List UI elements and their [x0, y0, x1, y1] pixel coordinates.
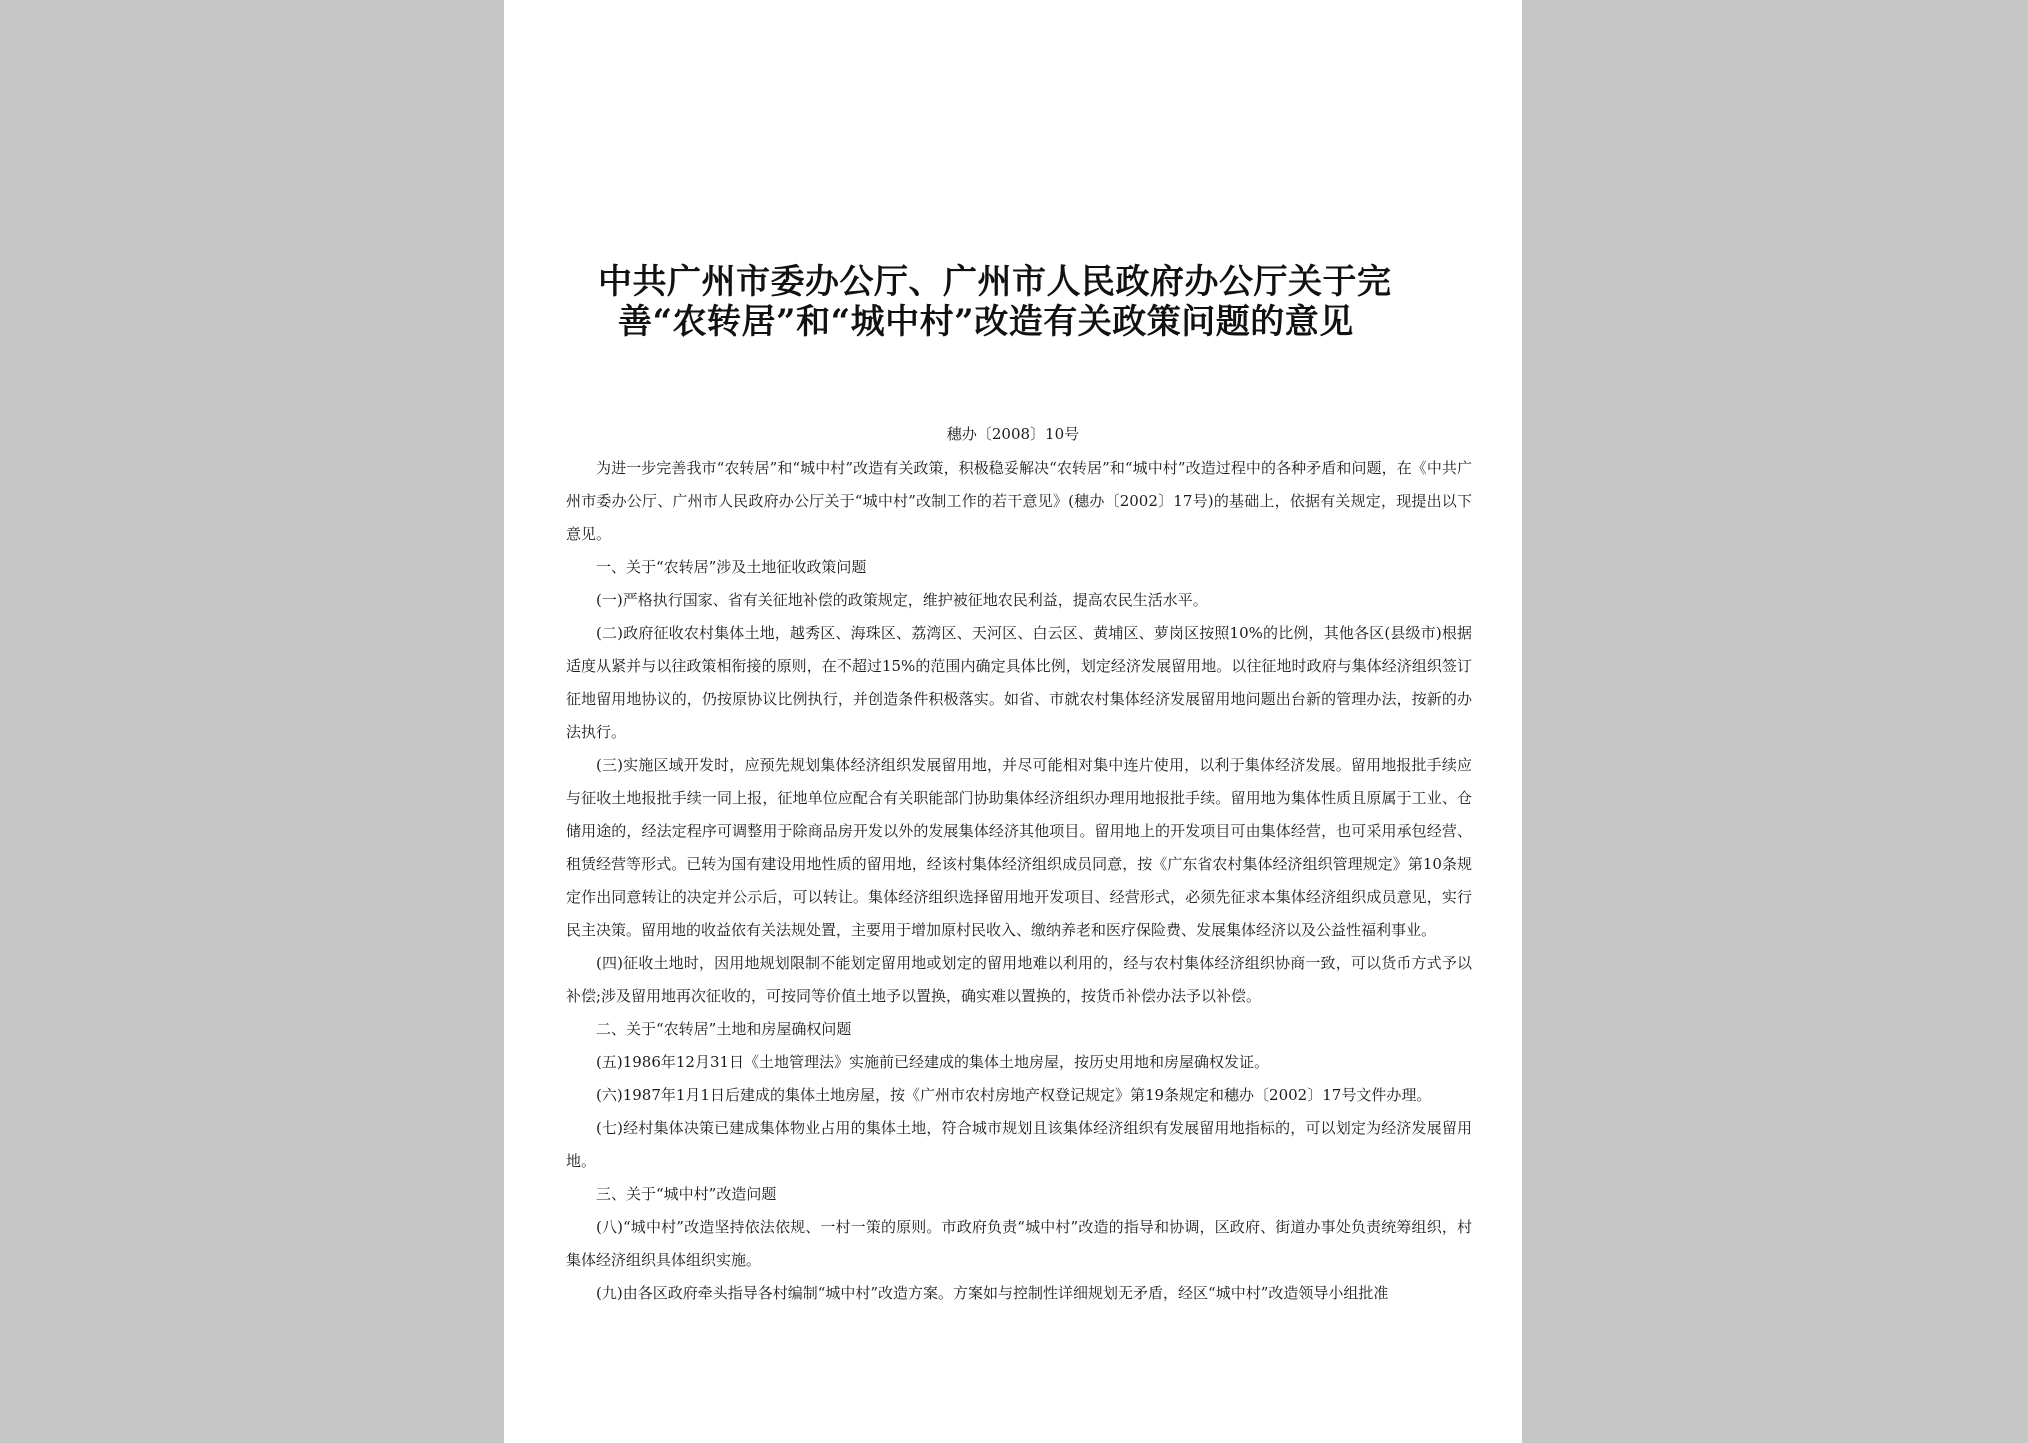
document-title: [598, 262, 1498, 342]
title-line-2: 善“农转居”和“城中村”改造有关政策问题的意见: [618, 302, 1354, 342]
section-heading-3: 三、关于“城中村”改造问题: [596, 1185, 777, 1203]
paragraph-item-2: (二)政府征收农村集体土地，越秀区、海珠区、荔湾区、天河区、白云区、黄埔区、萝岗区按照10%的比例，其他各区(县级市)根据适度从紧并与以往政策相衔接的原则，在不超过15%的范围内确定具体比例，划定经济发展留用地。以往征地时政府与集体经济组织签订征地留用地协议的，仍按原协议比例执行，并创造条件积极落实。如省、市就农村集体经济发展留用地问题出台新的管理办法，按新的办法执行。: [566, 624, 1472, 741]
title-line-1: 中共广州市委办公厅、广州市人民政府办公厅关于完: [598, 262, 1392, 302]
document-page: [504, 0, 1522, 1443]
paragraph-item-9: (九)由各区政府牵头指导各村编制“城中村”改造方案。方案如与控制性详细规划无矛盾，经区“城中村”改造领导小组批准: [596, 1284, 1389, 1302]
document-number: 穗办〔2008〕10号: [946, 425, 1080, 443]
paragraph-item-7: (七)经村集体决策已建成集体物业占用的集体土地，符合城市规划且该集体经济组织有发展留用地指标的，可以划定为经济发展留用地。: [566, 1119, 1472, 1170]
paragraph-item-1: (一)严格执行国家、省有关征地补偿的政策规定，维护被征地农民利益，提高农民生活水平。: [596, 591, 1208, 609]
paragraph-item-8: (八)“城中村”改造坚持依法依规、一村一策的原则。市政府负责“城中村”改造的指导和协调，区政府、街道办事处负责统筹组织，村集体经济组织具体组织实施。: [566, 1218, 1472, 1269]
paragraph-item-4: (四)征收土地时，因用地规划限制不能划定留用地或划定的留用地难以利用的，经与农村集体经济组织协商一致，可以货币方式予以补偿;涉及留用地再次征收的，可按同等价值土地予以置换，确实难以置换的，按货币补偿办法予以补偿。: [566, 954, 1472, 1005]
paragraph-item-6: (六)1987年1月1日后建成的集体土地房屋，按《广州市农村房地产权登记规定》第19条规定和穗办〔2002〕17号文件办理。: [596, 1086, 1432, 1104]
paragraph-item-5: (五)1986年12月31日《土地管理法》实施前已经建成的集体土地房屋，按历史用地和房屋确权发证。: [596, 1053, 1270, 1071]
section-heading-1: 一、关于“农转居”涉及土地征收政策问题: [596, 558, 867, 576]
section-heading-2: 二、关于“农转居”土地和房屋确权问题: [596, 1020, 852, 1038]
document-body: [566, 452, 1472, 1310]
paragraph-item-3: (三)实施区域开发时，应预先规划集体经济组织发展留用地，并尽可能相对集中连片使用，以利于集体经济发展。留用地报批手续应与征收土地报批手续一同上报，征地单位应配合有关职能部门协助集体经济组织办理用地报批手续。留用地为集体性质且原属于工业、仓储用途的，经法定程序可调整用于除商品房开发以外的发展集体经济其他项目。留用地上的开发项目可由集体经营，也可采用承包经营、租赁经营等形式。已转为国有建设用地性质的留用地，经该村集体经济组织成员同意，按《广东省农村集体经济组织管理规定》第10条规定作出同意转让的决定并公示后，可以转让。集体经济组织选择留用地开发项目、经营形式，必须先征求本集体经济组织成员意见，实行民主决策。留用地的收益依有关法规处置，主要用于增加原村民收入、缴纳养老和医疗保险费、发展集体经济以及公益性福利事业。: [566, 756, 1472, 939]
paragraph-intro: 为进一步完善我市“农转居”和“城中村”改造有关政策，积极稳妥解决“农转居”和“城中村”改造过程中的各种矛盾和问题，在《中共广州市委办公厅、广州市人民政府办公厅关于“城中村”改制工作的若干意见》(穗办〔2002〕17号)的基础上，依据有关规定，现提出以下意见。: [566, 459, 1472, 543]
